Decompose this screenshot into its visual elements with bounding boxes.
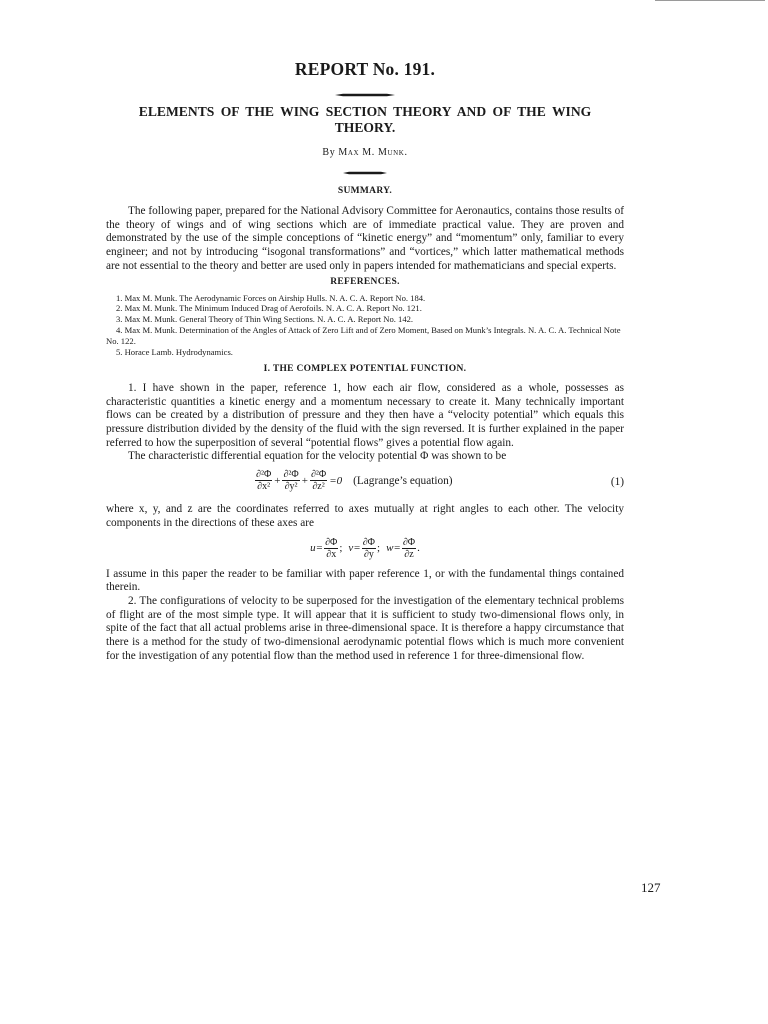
fraction-numerator: ∂Φ xyxy=(325,536,338,548)
byline xyxy=(106,147,624,158)
fraction-numerator: ∂Φ xyxy=(362,536,375,548)
section-1-paragraph-4: I assume in this paper the reader to be familiar with paper reference 1, or with the fundamental things contained therein. xyxy=(106,567,624,594)
equation-1-block xyxy=(106,469,624,503)
reference-item: 4. Max M. Munk. Determination of the Angles of Attack of Zero Lift and of Zero Moment, Based on Munk’s Integrals. N. A. C. A. Technical Note No. 122. xyxy=(106,325,621,347)
fraction-denominator: ∂y xyxy=(363,548,374,560)
byline-prefix: By xyxy=(322,147,336,158)
plus-sign: + xyxy=(274,474,281,487)
laplace-equation xyxy=(254,469,453,492)
plus-sign: + xyxy=(301,474,308,487)
fraction-numerator: ∂²Φ xyxy=(256,469,272,481)
equation-number: (1) xyxy=(610,476,624,489)
references-list xyxy=(106,293,624,358)
u-variable: u= xyxy=(310,542,324,555)
fraction xyxy=(324,537,338,560)
fraction xyxy=(282,469,299,492)
section-1-paragraph-2: The characteristic differential equation for the velocity potential Φ was shown to be xyxy=(128,450,507,463)
fraction-denominator: ∂y² xyxy=(284,481,298,493)
section-1-heading: I. THE COMPLEX POTENTIAL FUNCTION. xyxy=(263,363,467,374)
fraction-denominator: ∂z² xyxy=(312,481,325,493)
equation-rhs: =0 xyxy=(329,474,343,487)
section-1-paragraph-1: 1. I have shown in the paper, reference 1, how each air flow, considered as a whole, possesses as characteristic quantities a kinetic energy and a momentum necessary to create it. Many technically important flows can be created by a distribution of pressure and they then have a “velocity potential” which equals this pressure distribution divided by the density of the fluid with the sign reversed. It is further explained in the paper referred to how the superposition of several “potential flows” gives a potential flow again. xyxy=(106,381,624,449)
v-variable: v= xyxy=(348,542,361,555)
author-name: Max M. Munk. xyxy=(338,147,408,158)
fraction xyxy=(402,537,416,560)
fraction-denominator: ∂z xyxy=(404,548,414,560)
separator: ; xyxy=(377,542,381,555)
section-1-paragraph-5: 2. The configurations of velocity to be superposed for the investigation of the elementary technical problems of flight are of the most simple type. It will appear that it is sufficient to study two-dimensional flows only, in spite of the fact that all actual problems arise in three-dimensional space. It is therefore a happy circumstance that there is a method for the study of two-dimensional aerodynamic potential flows which is much more convenient for the investigation of any potential flow than the method used in reference 1 for three-dimensional flow. xyxy=(106,594,624,662)
fraction xyxy=(310,469,327,492)
reference-item: 2. Max M. Munk. The Minimum Induced Drag of Aerofoils. N. A. C. A. Report No. 121. xyxy=(116,303,422,314)
page-number: 127 xyxy=(641,880,661,895)
velocity-components-equation xyxy=(106,537,624,560)
equation-label: (Lagrange’s equation) xyxy=(353,474,453,487)
separator: ; xyxy=(339,542,343,555)
reference-item: 1. Max M. Munk. The Aerodynamic Forces on Airship Hulls. N. A. C. A. Report No. 184. xyxy=(116,292,426,303)
summary-heading: SUMMARY. xyxy=(337,186,393,196)
top-edge-rule xyxy=(655,0,765,1)
fraction-denominator: ∂x² xyxy=(257,481,271,493)
fraction xyxy=(255,469,272,492)
byline-ornament-rule xyxy=(343,170,387,176)
references-heading: REFERENCES. xyxy=(330,276,400,287)
section-1-paragraph-3: where x, y, and z are the coordinates referred to axes mutually at right angles to each other. The velocity components in the directions of these axes are xyxy=(106,503,624,529)
paper-title: ELEMENTS OF THE WING SECTION THEORY AND OF THE WING THEORY. xyxy=(138,104,592,135)
equation-period: . xyxy=(417,542,420,555)
report-title: REPORT No. 191. xyxy=(294,59,436,79)
fraction-numerator: ∂Φ xyxy=(402,536,416,548)
fraction xyxy=(362,537,376,560)
w-variable: w= xyxy=(386,542,401,555)
reference-item: 5. Horace Lamb. Hydrodynamics. xyxy=(116,347,233,358)
fraction-numerator: ∂²Φ xyxy=(283,469,299,481)
summary-paragraph: The following paper, prepared for the National Advisory Committee for Aeronautics, contains those results of the theory of wings and of wing sections which are of immediate practical value. They are proven and demonstrated by the use of the simple conceptions of “kinetic energy” and “momentum” only, familiar to every engineer; and not by introducing “isogonal transformations” and “vortices,” which latter mathematical methods are not essential to the theory and better are used only in papers intended for mathematicians and special experts. xyxy=(106,205,624,272)
title-ornament-rule xyxy=(335,92,395,98)
fraction-numerator: ∂²Φ xyxy=(310,469,327,481)
reference-item: 3. Max M. Munk. General Theory of Thin Wing Sections. N. A. C. A. Report No. 142. xyxy=(116,314,414,325)
fraction-denominator: ∂x xyxy=(326,548,337,560)
document-page xyxy=(106,58,624,664)
